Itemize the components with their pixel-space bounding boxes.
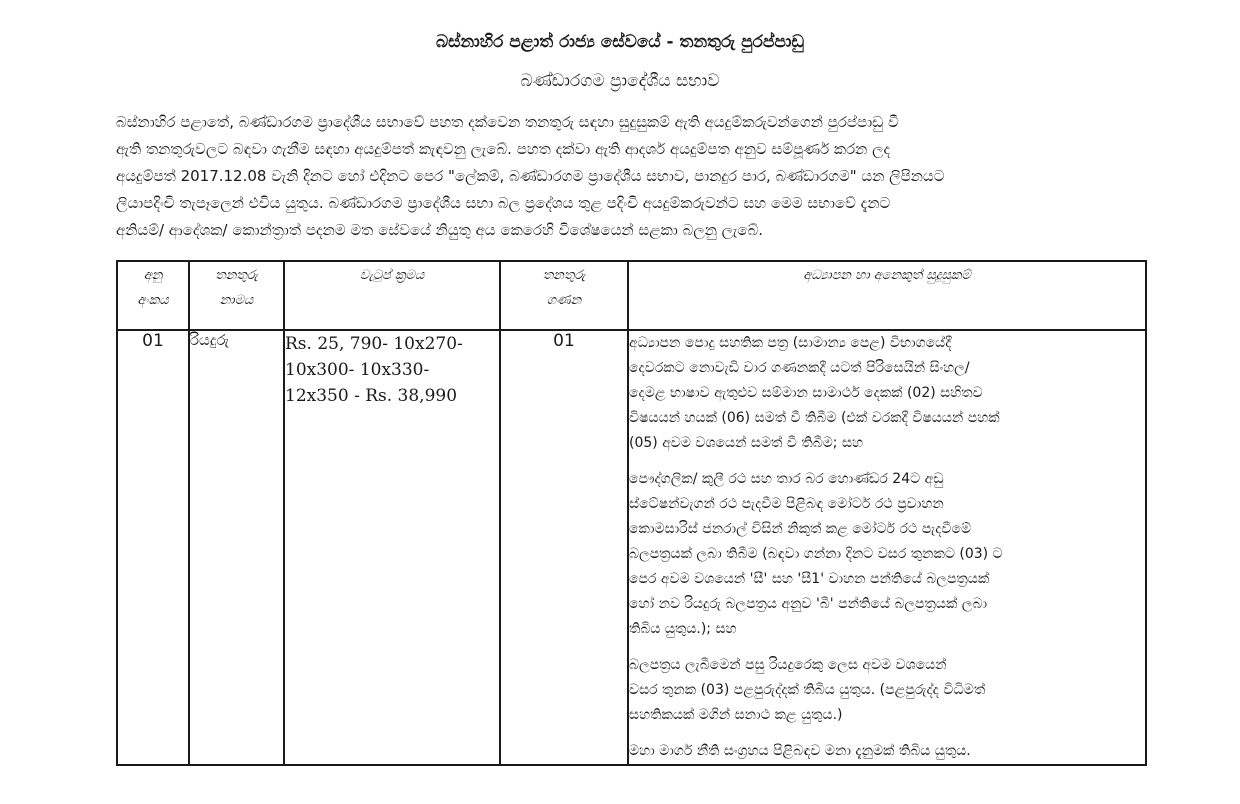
qualification-line: පෙර අවම වශයෙන් 'සී' සහ 'සී1' වාහන පන්තියේ බලපත්‍රයක් <box>629 571 990 587</box>
header-serial-no <box>117 261 189 330</box>
qualification-line: බලපත්‍රය ලැබීමෙන් පසු රියදුරෙකු ලෙස අවම වශයෙන් <box>629 657 947 673</box>
cell-salary-scale <box>284 330 500 765</box>
page-subtitle: බණ්ඩාරගම ප්‍රාදේශීය සභාව <box>520 71 720 91</box>
header-post-name <box>189 261 284 330</box>
cell-post-count: 01 <box>500 330 628 765</box>
qualification-line: (05) අවම වශයෙන් සමත් වී තිබීම; සහ <box>629 435 864 451</box>
header-text: වැටුප් ක්‍රමය <box>359 268 425 283</box>
qualification-paragraph <box>629 467 1145 642</box>
intro-line: අයදුම්පත් 2017.12.08 වැනි දිනට හෝ එදිනට පෙර "ලේකම්, බණ්ඩාරගම ප්‍රාදේශීය සභාව, පානදුර පාර, බණ්ඩාරගම" යන ලිපිනයට <box>116 167 945 185</box>
header-text: අංකය <box>137 293 169 308</box>
qualification-line: විෂයයන් හයක් (06) සමත් වී තිබීම (එක් වරකදී විෂයයන් පහක් <box>629 410 1000 426</box>
intro-paragraph <box>116 109 1140 244</box>
qualification-line: දෙමළ භාෂාව ඇතුළුව සම්මාන සාමාර්ථ දෙකක් (02) සහිතව <box>629 385 983 401</box>
header-post-count <box>500 261 628 330</box>
qualification-line: තිබිය යුතුය.); සහ <box>629 621 737 637</box>
qualification-paragraph <box>629 331 1145 456</box>
qualification-paragraph <box>629 739 1145 764</box>
intro-line: බස්නාහිර පළාතේ, බණ්ඩාරගම ප්‍රාදේශීය සභාවේ පහත දක්වෙන තනතුරු සඳහා සුදුසුකම් ඇති අයදුම්කරුවන්ගෙන් පුරප්පාඩු වී <box>116 113 899 131</box>
qualification-line: ස්ටේෂන්වැගන් රථ පැදවීම පිළිබඳ මෝටර් රථ ප්‍රවාහන <box>629 496 944 512</box>
qualification-paragraph <box>629 653 1145 728</box>
cell-serial-no: 01 <box>117 330 189 765</box>
qualification-line: පෞද්ගලික/ කුලී රථ සහ තාර බර හොණ්ඩර 24ට අඩු <box>629 471 944 487</box>
salary-line: 12x350 - Rs. 38,990 <box>285 386 458 406</box>
qualification-line: කොමසාරිස් ජනරාල් විසින් නිකුත් කළ මෝටර් රථ පැදවීමේ <box>629 521 972 537</box>
qualification-line: හෝ නව රියදුරු බලපත්‍රය අනුව 'බී' පන්තියේ බලපත්‍රයක් ලබා <box>629 596 988 612</box>
intro-line: ඇති තනතුරුවලට බඳවා ගැනීම සඳහා අයදුම්පත් කැඳවනු ලැබේ. පහත දක්වා ඇති ආදර්ශ අයදුම්පත අනුව සම්පූර්ණ කරන ලද <box>116 140 891 158</box>
header-text: තනතුරු <box>542 268 586 283</box>
qualification-line: දෙවරකට නොවැඩි වාර ගණනකදී යටත් පිරිසෙයින් සිංහල/ <box>629 360 970 376</box>
header-text: අනු <box>143 268 163 283</box>
cell-post-name: රියදුරු <box>189 330 284 765</box>
qualification-line: බලපත්‍රයක් ලබා තිබීම (බඳවා ගන්නා දිනට වසර තුනකට (03) ට <box>629 546 1003 562</box>
vacancy-table <box>116 260 1147 766</box>
qualification-line: සහතිකයක් මගින් සනාථ කළ යුතුය.) <box>629 707 843 723</box>
salary-line: Rs. 25, 790- 10x270- <box>285 334 463 354</box>
header-text: තනතුරු <box>215 268 258 283</box>
header-text: නාමය <box>219 293 254 308</box>
header-text: ගණන <box>546 293 582 308</box>
qualification-line: වසර තුනක (03) පළපුරුද්දක් තිබිය යුතුය. (පළපුරුද්ද විධිමත් <box>629 682 986 698</box>
qualification-line: අධ්‍යාපන පොදු සහතික පත්‍ර (සාමාන්‍ය පෙළ) විභාගයේදී <box>629 335 952 351</box>
header-qualifications <box>628 261 1146 330</box>
cell-qualifications <box>628 330 1146 765</box>
table-row <box>117 330 1146 765</box>
header-salary-scale <box>284 261 500 330</box>
salary-line: 10x300- 10x330- <box>285 360 430 380</box>
qualification-line: මහා මාර්ග නීති සංග්‍රහය පිළිබඳව මනා දැනුමක් තිබිය යුතුය. <box>629 743 971 759</box>
intro-line: ලියාපදිංචි තැපෑලෙන් එවිය යුතුය. බණ්ඩාරගම ප්‍රාදේශීය සභා බල ප්‍රදේශය තුළ පදිංචි අයදුම්කරුවන්ට සහ මෙම සභාවේ දැනට <box>116 194 891 212</box>
table-header-row <box>117 261 1146 330</box>
header-text: අධ්‍යාපන හා අනෙකුත් සුදුසුකම් <box>803 268 971 283</box>
intro-line: අනියම්/ ආදේශක/ කොන්ත්‍රාත් පදනම මත සේවයේ නියුතු අය කෙරෙහි විශේෂයෙන් සළකා බලනු ලැබේ. <box>116 221 764 239</box>
page-title: බස්නාහිර පළාත් රාජ්‍ය සේවයේ - තනතුරු පුරප්පාඩු <box>435 32 805 52</box>
